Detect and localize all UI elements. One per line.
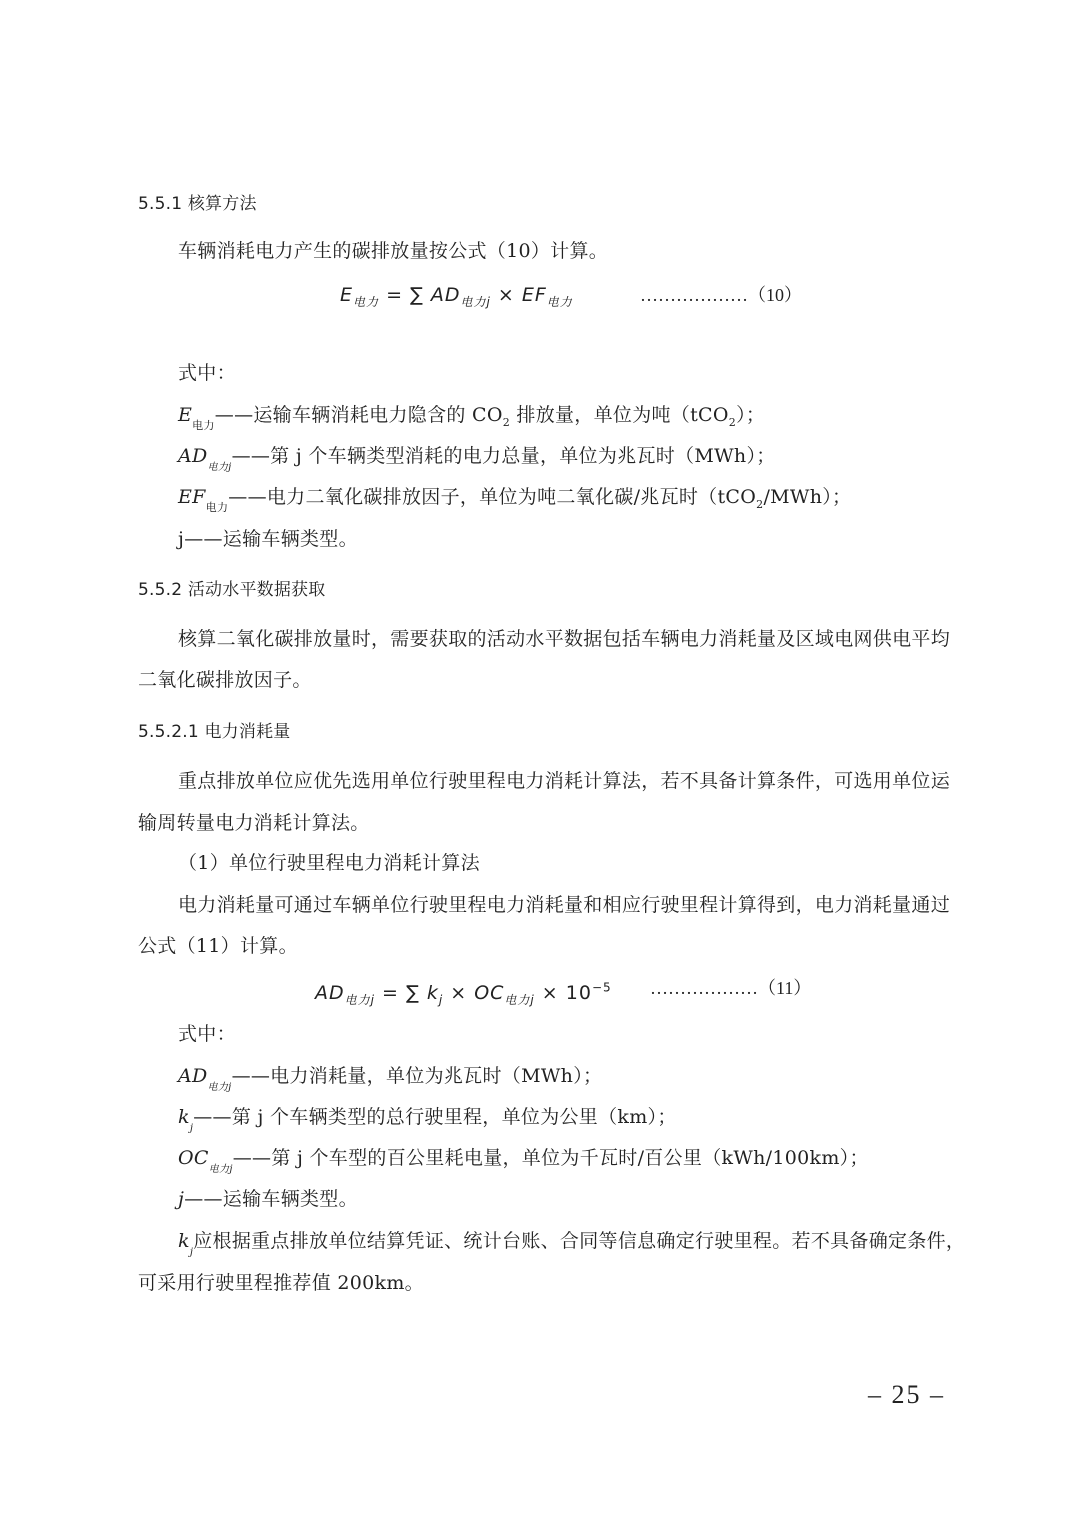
formula-10-lhs: $E_{电力}$ = ∑ $AD_{电力j} \times EF_{电力}$ [340,284,573,309]
paragraph-method-choice-line2: 输周转量电力消耗计算法。 [138,812,370,834]
section-heading-5-5-2: 5.5.2 活动水平数据获取 [138,580,326,600]
formula-11-lhs: $AD_{电力j}$ = ∑ $k_j \times OC_{电力j} \times 10^{-5}$ [315,981,612,1008]
definition-ad-consumption: $AD_{电力j}——$电力消耗量，单位为兆瓦时（MWh）； [178,1065,603,1093]
where-label-1: 式中： [178,362,236,384]
method-title: （1）单位行驶里程电力消耗计算法 [178,852,480,874]
where-label-2: 式中： [178,1023,236,1045]
section-heading-5-5-2-1: 5.5.2.1 电力消耗量 [138,722,291,742]
definition-j-vehicle-type: j——运输车辆类型。 [178,1188,358,1210]
paragraph-activity-line2: 二氧化碳排放因子。 [138,669,312,691]
closing-paragraph-line2: 可采用行驶里程推荐值 200km。 [138,1272,424,1294]
section-heading-5-5-1: 5.5.1 核算方法 [138,194,257,214]
paragraph-activity-line1: 核算二氧化碳排放量时，需要获取的活动水平数据包括车辆电力消耗量及区域电网供电平均 [178,628,951,650]
formula-10 [340,282,940,316]
page-number: – 25 – [868,1380,945,1409]
closing-paragraph-line1: $k_j$应根据重点排放单位结算凭证、统计台账、合同等信息确定行驶里程。若不具备确定条件， [178,1230,966,1258]
formula-11 [315,975,935,1009]
formula-10-label: ………………（10） [640,285,802,305]
definition-oc: $OC_{电力j}——$第 j 个车型的百公里耗电量，单位为千瓦时/百公里（kWh/100km）； [178,1147,869,1175]
definition-ef-electricity: $EF_{电力}——$电力二氧化碳排放因子，单位为吨二氧化碳/兆瓦时（tCO$_2$/MWh）； [178,486,852,514]
definition-e-electricity: $E_{电力}——$运输车辆消耗电力隐含的 $CO_2$ 排放量，单位为吨（tCO$_2$）； [178,404,766,432]
definition-kj: $k_j——$第 j 个车辆类型的总行驶里程，单位为公里（km）； [178,1106,677,1134]
intro-paragraph: 车辆消耗电力产生的碳排放量按公式（10）计算。 [178,240,609,262]
paragraph-consumption-line1: 电力消耗量可通过车辆单位行驶里程电力消耗量和相应行驶里程计算得到，电力消耗量通过 [178,894,951,916]
paragraph-method-choice-line1: 重点排放单位应优先选用单位行驶里程电力消耗计算法，若不具备计算条件，可选用单位运 [178,770,951,792]
definition-j: j——运输车辆类型。 [178,528,358,550]
formula-11-label: ………………（11） [650,978,812,998]
paragraph-consumption-line2: 公式（11）计算。 [138,935,298,957]
definition-ad-electricity: $AD_{电力j}——$第 j 个车辆类型消耗的电力总量，单位为兆瓦时（MWh）； [178,445,776,473]
